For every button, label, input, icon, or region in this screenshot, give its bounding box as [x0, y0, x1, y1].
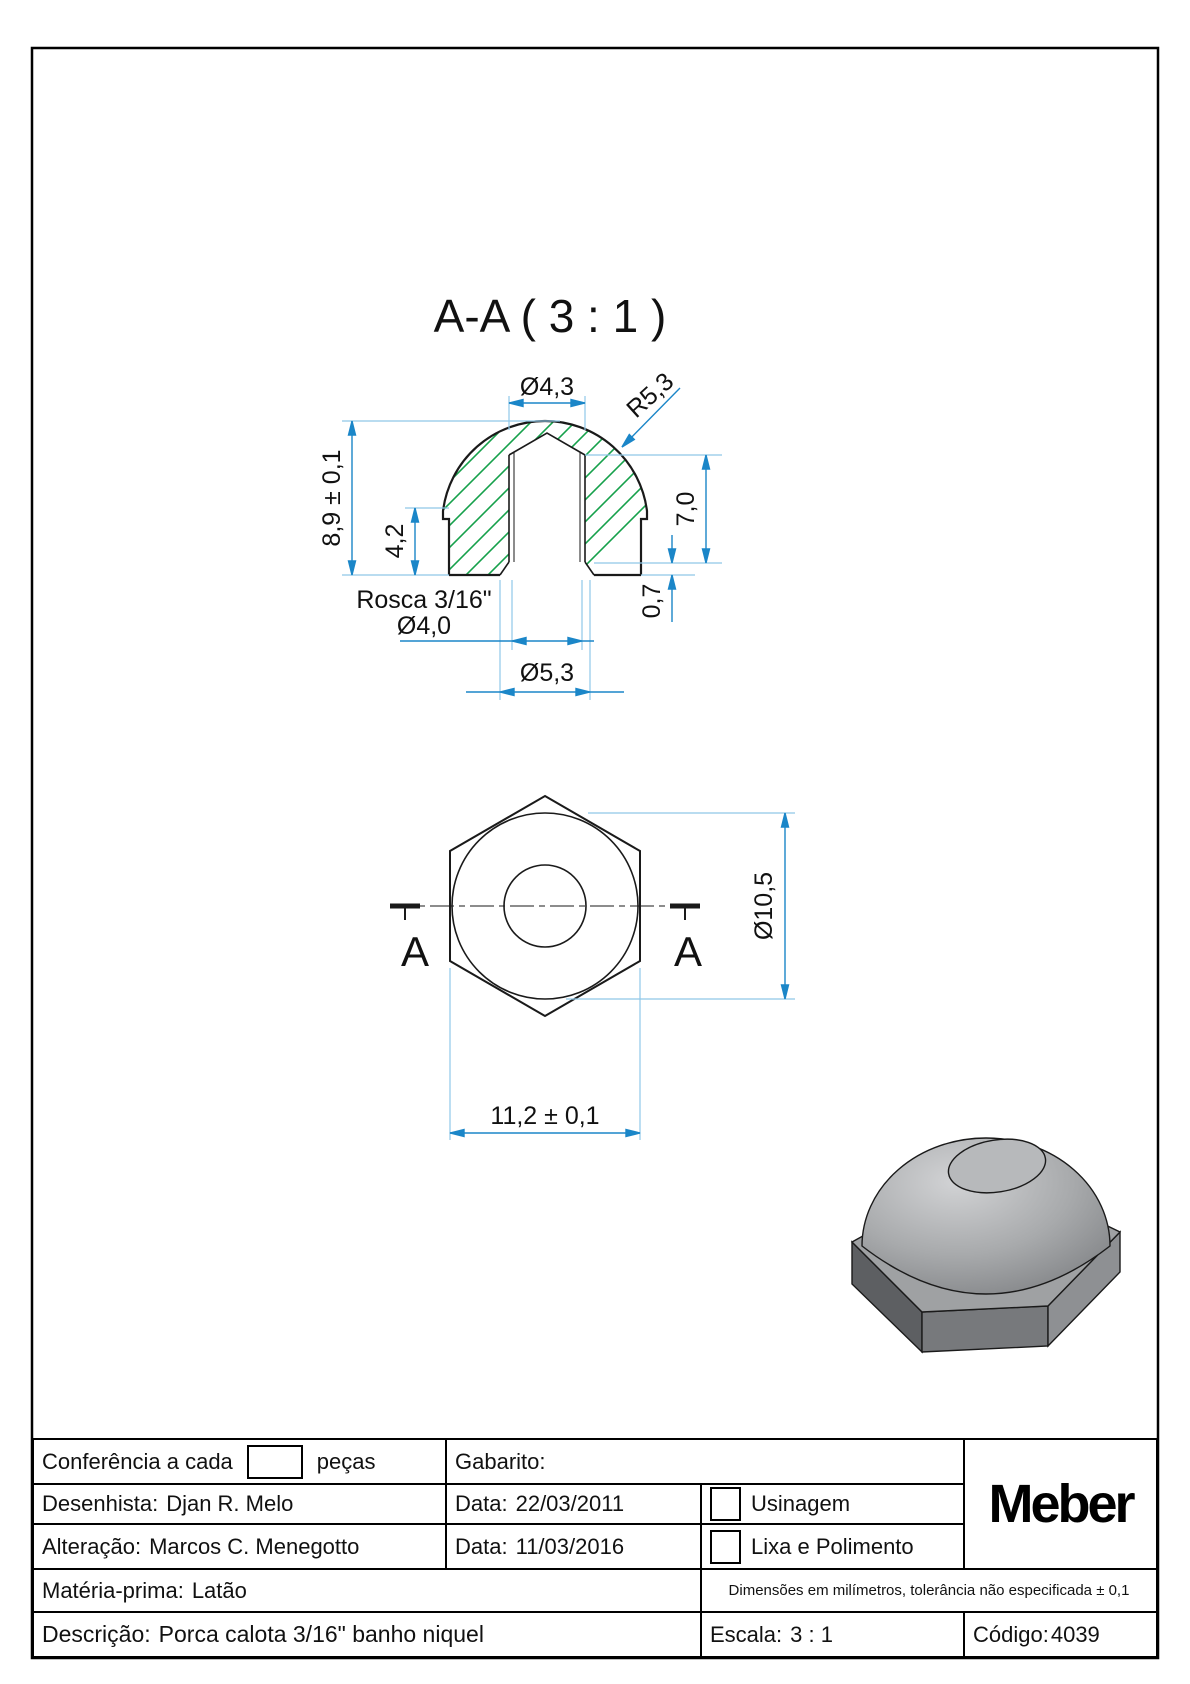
dim-top-hole: Ø4,3: [519, 373, 575, 401]
dim-total-height: 8,9 ± 0,1: [318, 449, 346, 547]
lixa-checkbox: [710, 1530, 741, 1564]
iso-face-front: [922, 1306, 1048, 1352]
dimension-lines-topview: [450, 813, 789, 1137]
titleblock-cell-escala: [702, 1613, 965, 1656]
titleblock-cell-alteracao: [34, 1525, 447, 1570]
data2-value: 11/03/2016: [515, 1533, 625, 1559]
titleblock-cell-tolerancia: [702, 1570, 1156, 1613]
title-block: [32, 1438, 1158, 1658]
dim-circle-dia: Ø10,5: [750, 871, 778, 941]
iso-render: [852, 1133, 1120, 1352]
alteracao-label: Alteração:: [42, 1533, 142, 1559]
pecas-label: peças: [316, 1448, 376, 1474]
desenhista-value: Djan R. Melo: [166, 1491, 294, 1516]
escala-value: 3 : 1: [790, 1621, 833, 1647]
data1-label: Data:: [455, 1491, 508, 1516]
titleblock-cell-materia: [34, 1570, 702, 1613]
titleblock-cell-descricao: [34, 1613, 702, 1656]
materia-value: Latão: [191, 1577, 247, 1603]
titleblock-cell-logo: [965, 1440, 1156, 1570]
titleblock-cell-conferencia: [34, 1440, 447, 1485]
lixa-label: Lixa e Polimento: [751, 1533, 914, 1559]
desenhista-label: Desenhista:: [42, 1491, 159, 1516]
dim-across-flats: 11,2 ± 0,1: [490, 1102, 600, 1130]
titleblock-cell-lixa: [702, 1525, 965, 1570]
section-letter-right: A: [673, 928, 703, 975]
dim-thread-minor: Ø4,0: [396, 612, 452, 640]
codigo-label: Código:: [973, 1621, 1049, 1647]
dim-bottom-chamfer: Ø5,3: [519, 659, 575, 687]
section-letter-left: A: [400, 928, 430, 975]
dim-chamfer-height: 0,7: [638, 583, 666, 619]
escala-label: Escala:: [710, 1621, 783, 1647]
dim-bore-depth: 7,0: [672, 491, 700, 527]
data1-value: 22/03/2011: [515, 1491, 625, 1516]
gabarito-label: Gabarito:: [455, 1448, 546, 1474]
meber-logo: Meber: [988, 1474, 1133, 1534]
data2-label: Data:: [455, 1533, 508, 1559]
extension-lines-topview: [450, 813, 795, 1140]
titleblock-cell-usinagem: [702, 1485, 965, 1525]
codigo-value: 4039: [1050, 1621, 1100, 1647]
titleblock-cell-codigo: [965, 1613, 1156, 1656]
descricao-label: Descrição:: [42, 1621, 151, 1647]
titleblock-cell-data2: [447, 1525, 702, 1570]
titleblock-cell-desenhista: [34, 1485, 447, 1525]
section-view-title: A-A ( 3 : 1 ): [433, 290, 667, 342]
usinagem-checkbox: [710, 1487, 741, 1521]
tolerancia-note: Dimensões em milímetros, tolerância não especificada ± 0,1: [728, 1582, 1130, 1599]
materia-label: Matéria-prima:: [42, 1577, 184, 1603]
alteracao-value: Marcos C. Menegotto: [149, 1533, 360, 1559]
usinagem-label: Usinagem: [751, 1491, 851, 1516]
top-view-outline: [390, 796, 703, 1016]
conferencia-label: Conferência a cada: [42, 1448, 233, 1474]
titleblock-cell-gabarito: [447, 1440, 965, 1485]
titleblock-cell-data1: [447, 1485, 702, 1525]
dim-dome-radius: R5,3: [621, 367, 680, 424]
conferencia-quantity-box: [247, 1445, 303, 1479]
thread-spec-label: Rosca 3/16": [356, 586, 492, 614]
descricao-value: Porca calota 3/16" banho niquel: [158, 1621, 484, 1647]
dim-thread-depth: 4,2: [381, 523, 409, 559]
